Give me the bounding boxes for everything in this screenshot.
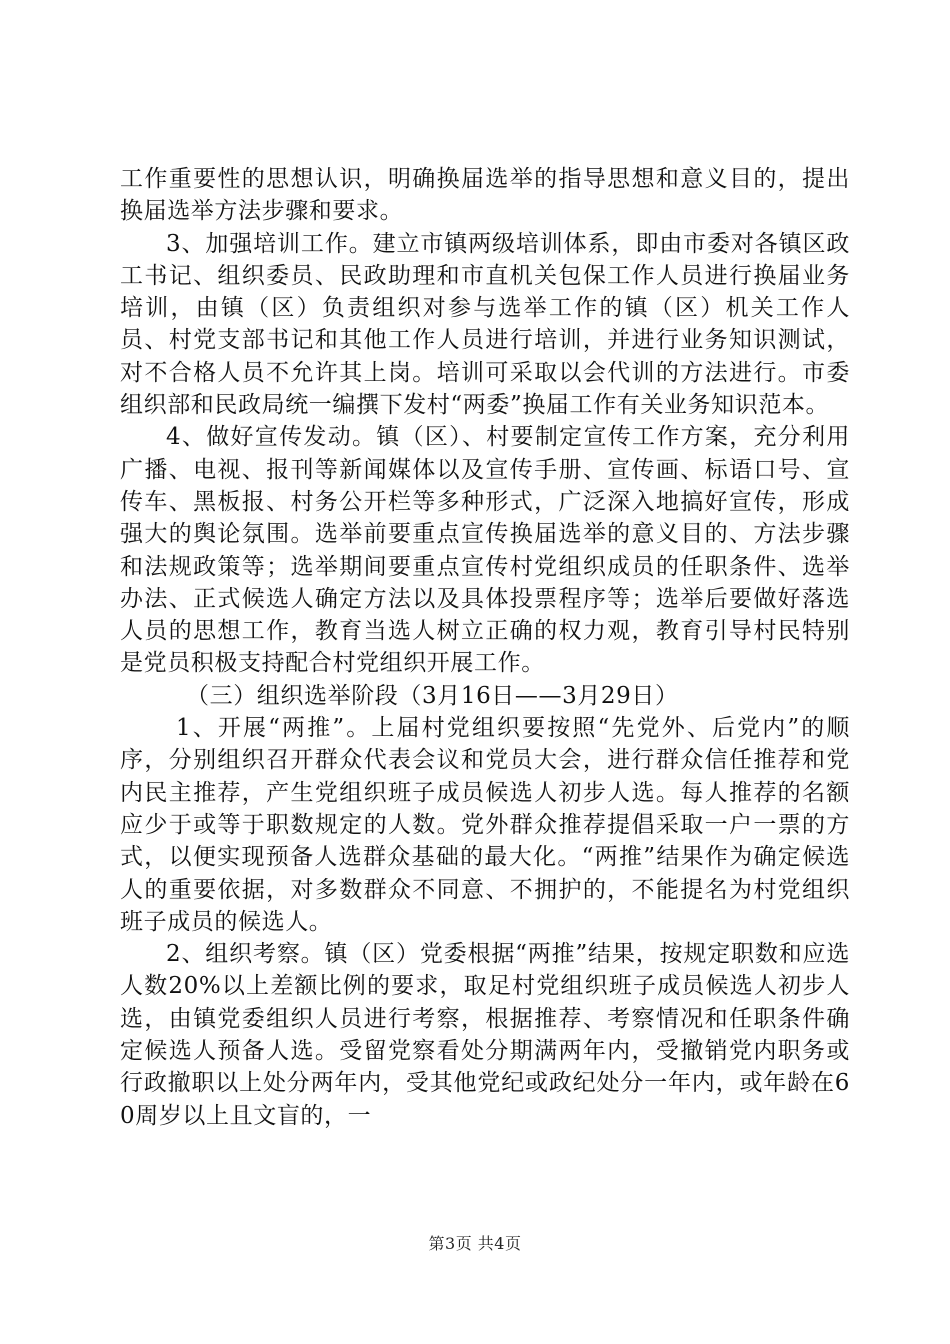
paragraph-publicity: 4、做好宣传发动。镇（区）、村要制定宣传工作方案，充分利用广播、电视、报刊等新闻媒体以及宣传手册、宣传画、标语口号、宣传车、黑板报、村务公开栏等多种形式，广泛深入地搞好宣传，形成强大的舆论氛围。选举前要重点宣传换届选举的意义目的、方法步骤和法规政策等；选举期间要重点宣传村党组织成员的任职条件、选举办法、正式候选人确定方法以及具体投票程序等；选举后要做好落选人员的思想工作，教育当选人树立正确的权力观，教育引导村民特别是党员积极支持配合村党组织开展工作。 <box>120 424 850 677</box>
paragraph-inspection: 2、组织考察。镇（区）党委根据“两推”结果，按规定职数和应选人数20%以上差额比例的要求，取足村党组织班子成员候选人初步人选，由镇党委组织人员进行考察，根据推荐、考察情况和任职条件确定候选人预备人选。受留党察看处分期满两年内，受撤销党内职务或行政撤职以上处分两年内，受其他党纪或政纪处分一年内，或年龄在60周岁以上且文盲的，一 <box>120 941 850 1129</box>
section-heading-election-stage: （三）组织选举阶段（3月16日——3月29日） <box>186 682 679 709</box>
document-body <box>120 163 850 1132</box>
page-number-footer: 第3页 共4页 <box>428 1234 522 1253</box>
paragraph-training: 3、加强培训工作。建立市镇两级培训体系，即由市委对各镇区政工书记、组织委员、民政助理和市直机关包保工作人员进行换届业务培训，由镇（区）负责组织对参与选举工作的镇（区）机关工作人员、村党支部书记和其他工作人员进行培训，并进行业务知识测试，对不合格人员不允许其上岗。培训可采取以会代训的方法进行。市委组织部和民政局统一编撰下发村“两委”换届工作有关业务知识范本。 <box>120 230 850 419</box>
paragraph-continuation: 工作重要性的思想认识，明确换届选举的指导思想和意义目的，提出换届选举方法步骤和要求。 <box>120 166 850 225</box>
paragraph-two-recommendations: 1、开展“两推”。上届村党组织要按照“先党外、后党内”的顺序，分别组织召开群众代表会议和党员大会，进行群众信任推荐和党内民主推荐，产生党组织班子成员候选人初步人选。每人推荐的名额应少于或等于职数规定的人数。党外群众推荐提倡采取一户一票的方式，以便实现预备人选群众基础的最大化。“两推”结果作为确定候选人的重要依据，对多数群众不同意、不拥护的，不能提名为村党组织班子成员的候选人。 <box>120 715 850 935</box>
